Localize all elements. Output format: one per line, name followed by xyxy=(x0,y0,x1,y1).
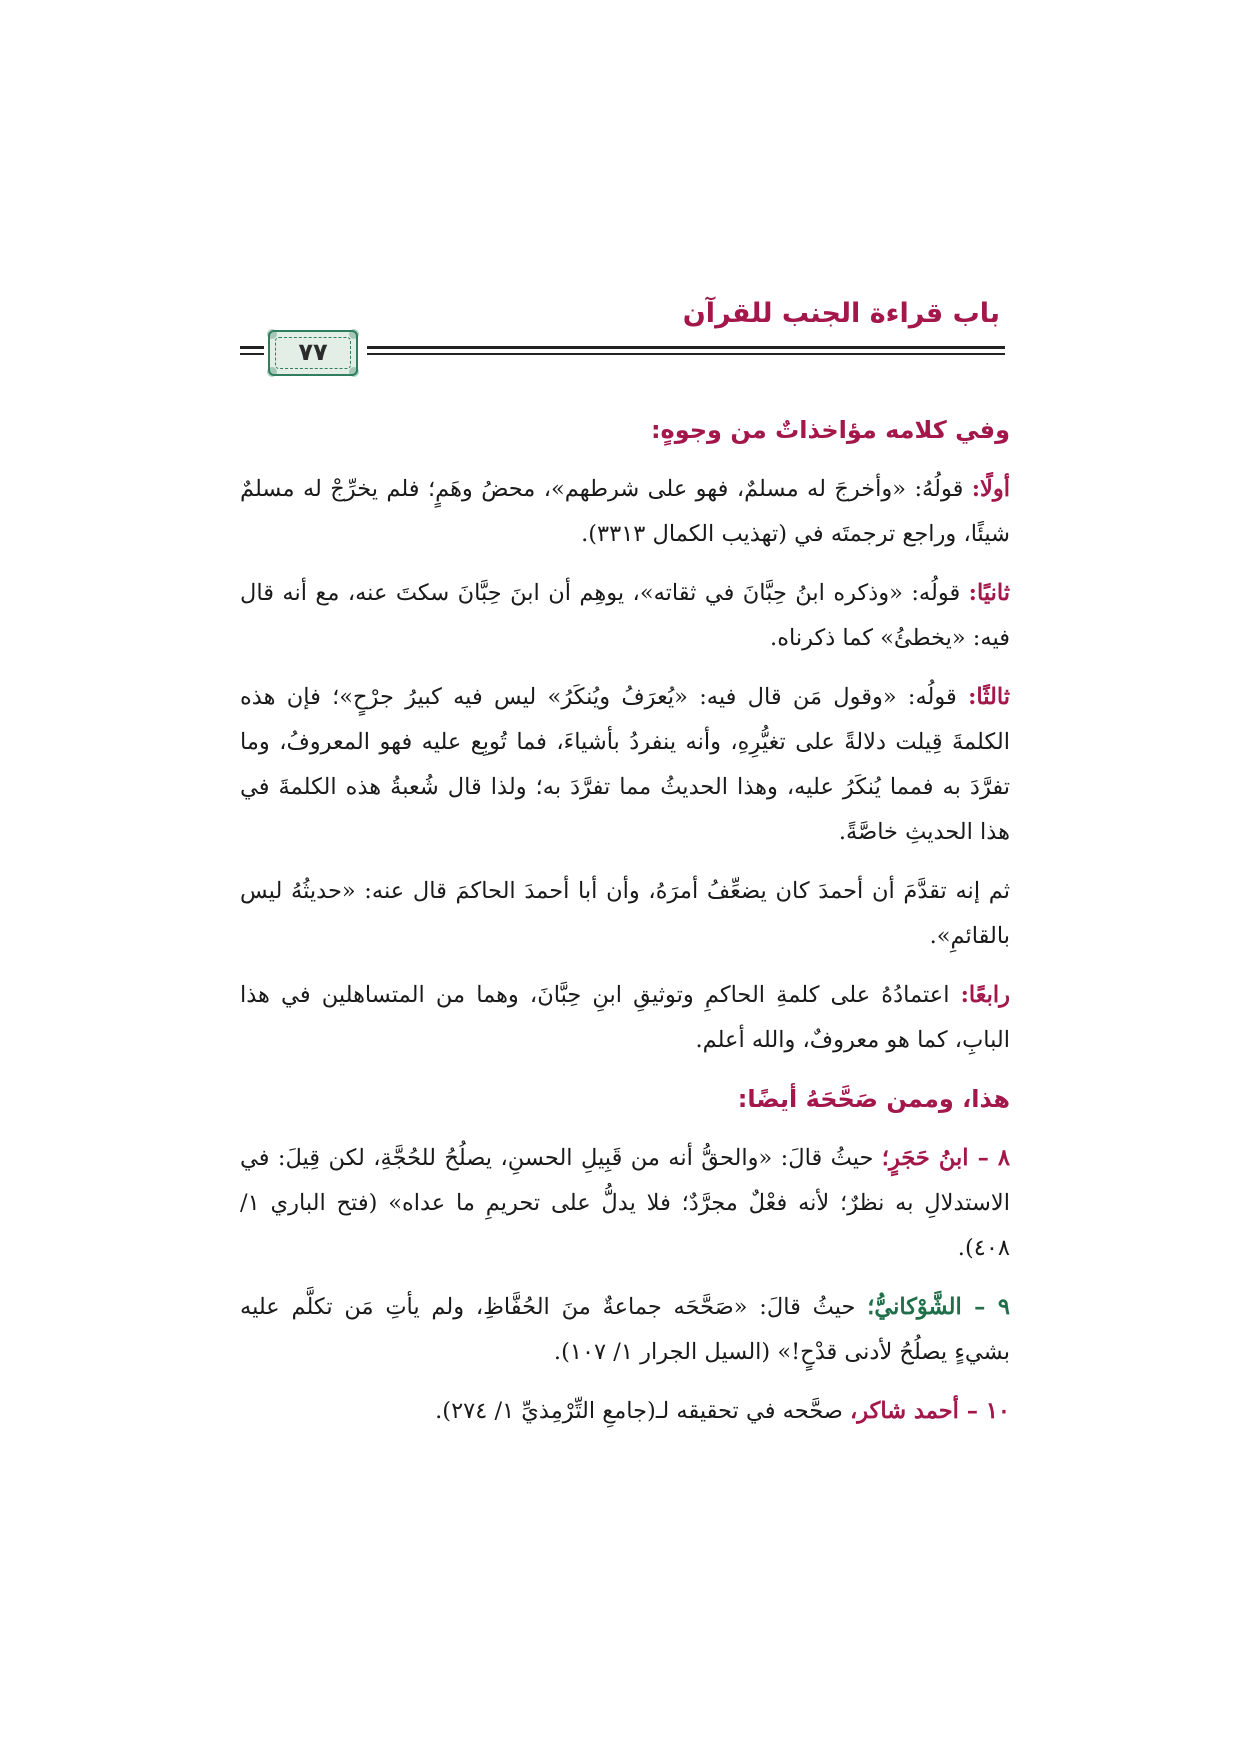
item-text: حيثُ قالَ: «صَحَّحَه جماعةٌ منَ الحُفَّاظِ، ولم يأتِ مَن تكلَّم عليه بشيءٍ يصلُحُ لأدنى قدْحٍ!» (السيل الجرار ١/ ١٠٧). xyxy=(240,1294,1010,1365)
paragraph-text: اعتمادُهُ على كلمةِ الحاكمِ وتوثيقِ ابنِ حِبَّانَ، وهما من المتساهلين في هذا البابِ، كما هو معروفٌ، والله أعلم. xyxy=(240,982,1010,1053)
point-label: أولًا: xyxy=(971,476,1010,502)
list-item-8 xyxy=(240,1136,1010,1271)
header-rule xyxy=(240,346,264,349)
paragraph-second xyxy=(240,571,1010,661)
item-label: ١٠ – أحمد شاكر، xyxy=(850,1398,1010,1424)
header-rule xyxy=(240,353,264,355)
list-item-9 xyxy=(240,1285,1010,1375)
list-item-10 xyxy=(240,1389,1010,1434)
page-number-badge xyxy=(268,330,358,376)
paragraph-fourth: ثم إنه تقدَّمَ أن أحمدَ كان يضعِّفُ أمرَهُ، وأن أبا أحمدَ الحاكمَ قال عنه: «حديثُهُ ليس بالقائمِ». xyxy=(240,878,1010,949)
section-heading: هذا، وممن صَحَّحَهُ أيضًا: xyxy=(737,1085,1010,1113)
paragraph-fifth xyxy=(240,973,1010,1063)
paragraph-text: قولُه: «وذكره ابنُ حِبَّانَ في ثقاته»، يوهِم أن ابنَ حِبَّانَ سكتَ عنه، مع أنه قال فيه: «يخطئُ» كما ذكرناه. xyxy=(240,580,1010,651)
item-text: حيثُ قالَ: «والحقُّ أنه من قَبِيلِ الحسنِ، يصلُحُ للحُجَّةِ، لكن قِيلَ: في الاستدلالِ به نظرٌ؛ لأنه فعْلٌ مجرَّدٌ؛ فلا يدلُّ على تحريمِ ما عداه» (فتح الباري ١/ ٤٠٨). xyxy=(240,1145,1010,1261)
point-label: ثانيًا: xyxy=(968,580,1010,606)
item-text: صحَّحه في تحقيقه لـ(جامعِ التِّرْمِذيِّ ١/ ٢٧٤). xyxy=(435,1398,850,1424)
point-label: رابعًا: xyxy=(960,982,1010,1008)
page-body xyxy=(240,408,1010,1448)
point-label: ثالثًا: xyxy=(968,684,1010,710)
paragraph-text: قولُه: «وقول مَن قال فيه: «يُعرَفُ ويُنكَرُ» ليس فيه كبيرُ جرْحٍ»؛ فإن هذه الكلمةَ قِيلت دلالةً على تغيُّرِهِ، وأنه ينفردُ بأشياءَ، فما تُوبِع عليه فهو المعروفُ، وما تفرَّدَ به فمما يُنكَرُ عليه، وهذا الحديثُ مما تفرَّدَ به؛ ولذا قال شُعبةُ هذه الكلمةَ في هذا الحديثِ خاصَّةً. xyxy=(240,684,1010,845)
item-label: ٩ – الشَّوْكانيُّ؛ xyxy=(867,1294,1010,1320)
ornament-icon xyxy=(349,367,359,377)
intro-heading: وفي كلامه مؤاخذاتٌ من وجوهٍ: xyxy=(650,416,1010,444)
paragraph-text: قولُهُ: «وأخرجَ له مسلمٌ، فهو على شرطهم»، محضُ وهَمٍ؛ فلم يخرِّجْ له مسلمٌ شيئًا، وراجع ترجمتَه في (تهذيب الكمال ٣٣١٣). xyxy=(240,476,1010,547)
header-rule xyxy=(367,346,1005,349)
paragraph-first xyxy=(240,467,1010,557)
item-label: ٨ – ابنُ حَجَرٍ؛ xyxy=(881,1145,1010,1171)
header-rule xyxy=(367,353,1005,355)
chapter-title: باب قراءة الجنب للقرآن xyxy=(682,298,1000,329)
page-number: ٧٧ xyxy=(298,338,328,366)
paragraph-third xyxy=(240,675,1010,855)
ornament-icon xyxy=(267,367,277,377)
